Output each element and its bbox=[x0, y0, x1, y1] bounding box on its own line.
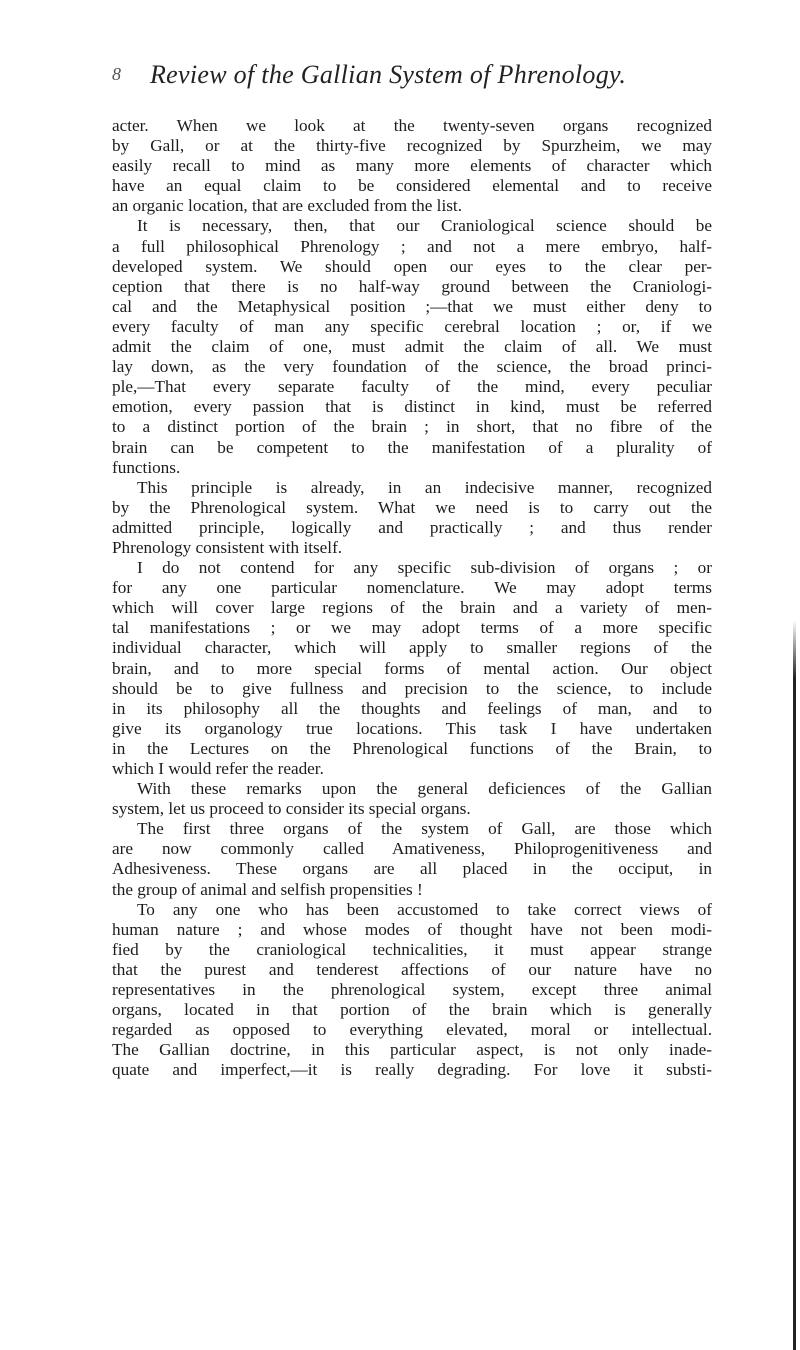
text-line: The first three organs of the system of Gall, are those which bbox=[137, 819, 712, 839]
text-line: To any one who has been accustomed to take correct views of bbox=[137, 899, 712, 919]
text-line: fied by the craniological technicalities, it must appear strange bbox=[112, 939, 712, 959]
text-line: a full philosophical Phrenology ; and not a mere embryo, half- bbox=[112, 236, 712, 256]
text-line: give its organology true locations. This task I have undertaken bbox=[112, 718, 712, 738]
text-line: that the purest and tenderest affections of our nature have no bbox=[112, 959, 712, 979]
text-line: every faculty of man any specific cerebral location ; or, if we bbox=[112, 316, 712, 336]
text-line: It is necessary, then, that our Craniological science should be bbox=[137, 216, 712, 236]
text-line: acter. When we look at the twenty-seven organs recognized bbox=[112, 116, 712, 135]
text-line: representatives in the phrenological system, except three animal bbox=[112, 980, 712, 1000]
text-line: regarded as opposed to everything elevated, moral or intellectual. bbox=[112, 1020, 712, 1040]
text-line: in its philosophy all the thoughts and feelings of man, and to bbox=[112, 698, 712, 718]
text-line: This principle is already, in an indecisive manner, recognized bbox=[137, 477, 712, 497]
running-title: Review of the Gallian System of Phrenology. bbox=[150, 60, 627, 89]
text-line: Phrenology consistent with itself. bbox=[112, 537, 343, 557]
text-line: admit the claim of one, must admit the claim of all. We must bbox=[112, 337, 712, 357]
text-line: easily recall to mind as many more elements of character which bbox=[112, 156, 712, 176]
text-line: With these remarks upon the general deficiences of the Gallian bbox=[137, 779, 712, 799]
text-line: should be to give fullness and precision to the science, to include bbox=[112, 678, 712, 698]
text-line: ception that there is no half-way ground between the Craniologi- bbox=[112, 276, 712, 296]
text-line: brain, and to more special forms of mental action. Our object bbox=[112, 658, 712, 678]
text-line: lay down, as the very foundation of the science, the broad princi- bbox=[112, 357, 712, 377]
page-header bbox=[112, 60, 712, 100]
text-line: functions. bbox=[112, 457, 181, 477]
page-edge-shadow bbox=[793, 620, 796, 1350]
text-line: are now commonly called Amativeness, Philoprogenitiveness and bbox=[112, 839, 712, 859]
text-line: organs, located in that portion of the brain which is generally bbox=[112, 1000, 712, 1020]
text-line: to a distinct portion of the brain ; in short, that no fibre of the bbox=[112, 417, 712, 437]
text-line: quate and imperfect,—it is really degrading. For love it substi- bbox=[112, 1060, 712, 1080]
text-line: ple,—That every separate faculty of the mind, every peculiar bbox=[112, 377, 712, 397]
text-line: an organic location, that are excluded from the list. bbox=[112, 196, 462, 216]
text-line: which will cover large regions of the brain and a variety of men- bbox=[112, 598, 712, 618]
text-line: by Gall, or at the thirty-five recognized by Spurzheim, we may bbox=[112, 136, 712, 156]
text-line: system, let us proceed to consider its special organs. bbox=[112, 799, 471, 819]
text-line: I do not contend for any specific sub-division of organs ; or bbox=[137, 558, 712, 578]
text-line: which I would refer the reader. bbox=[112, 759, 324, 778]
text-line: in the Lectures on the Phrenological functions of the Brain, to bbox=[112, 738, 712, 758]
text-line: emotion, every passion that is distinct in kind, must be referred bbox=[112, 397, 712, 417]
text-line: brain can be competent to the manifestation of a plurality of bbox=[112, 437, 712, 457]
page-number: 8 bbox=[112, 64, 121, 84]
body-text bbox=[112, 116, 712, 1081]
text-line: cal and the Metaphysical position ;—that we must either deny to bbox=[112, 296, 712, 316]
text-line: by the Phrenological system. What we need is to carry out the bbox=[112, 497, 712, 517]
text-line: have an equal claim to be considered elemental and to receive bbox=[112, 176, 712, 196]
text-line: for any one particular nomenclature. We may adopt terms bbox=[112, 578, 712, 598]
text-line: The Gallian doctrine, in this particular aspect, is not only inade- bbox=[112, 1040, 712, 1060]
text-line: individual character, which will apply to smaller regions of the bbox=[112, 638, 712, 658]
text-line: developed system. We should open our eyes to the clear per- bbox=[112, 256, 712, 276]
text-line: admitted principle, logically and practically ; and thus render bbox=[112, 517, 712, 537]
text-line: human nature ; and whose modes of thought have not been modi- bbox=[112, 919, 712, 939]
text-line: tal manifestations ; or we may adopt terms of a more specific bbox=[112, 618, 712, 638]
text-line: the group of animal and selfish propensities ! bbox=[112, 879, 423, 899]
text-line: Adhesiveness. These organs are all placed in the occiput, in bbox=[112, 859, 712, 879]
